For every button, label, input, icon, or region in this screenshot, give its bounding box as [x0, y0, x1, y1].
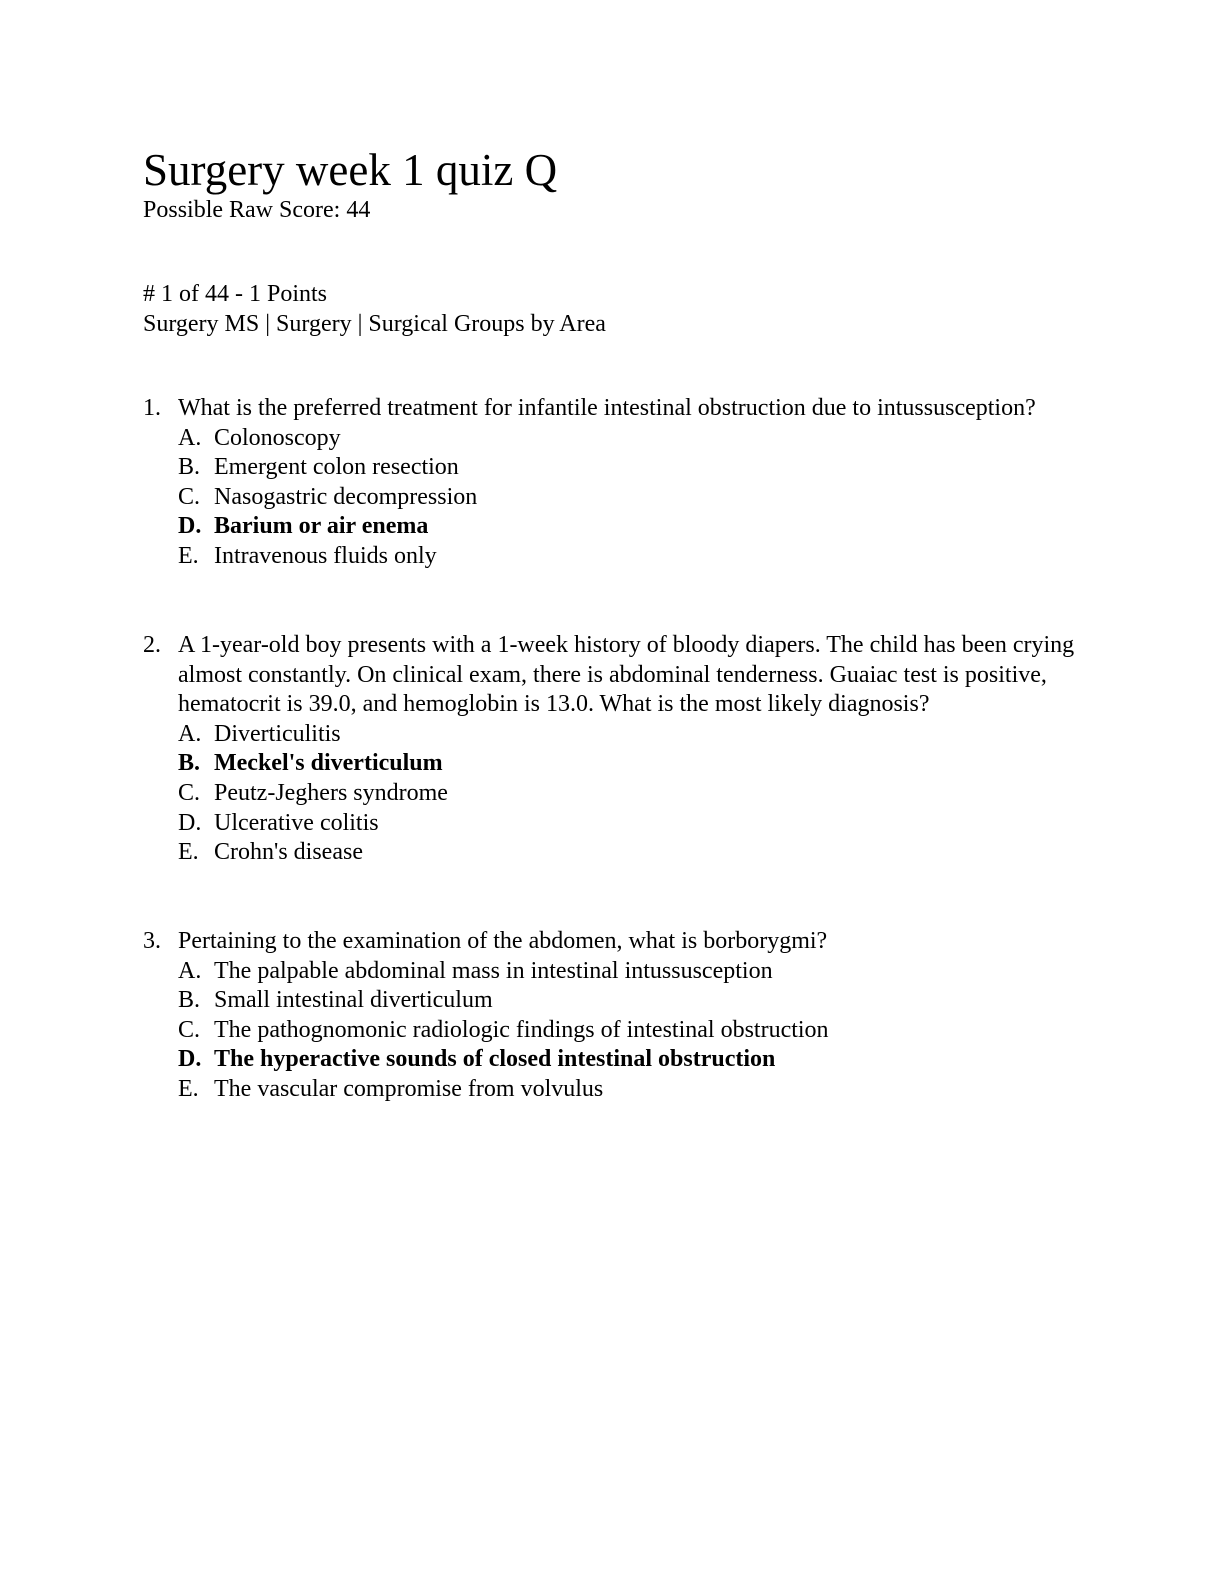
answer-options [143, 720, 1083, 868]
answer-option-c[interactable] [143, 483, 1083, 513]
option-text: Diverticulitis [214, 720, 341, 747]
option-text: Nasogastric decompression [214, 483, 478, 510]
question-number: 3. [143, 928, 161, 954]
answer-option-b[interactable] [143, 986, 1083, 1016]
option-text: The hyperactive sounds of closed intestinal obstruction [214, 1046, 776, 1073]
option-text: Ulcerative colitis [214, 809, 379, 836]
option-letter: D. [178, 1046, 202, 1073]
answer-option-a[interactable] [143, 424, 1083, 454]
answer-option-d-correct[interactable] [143, 1045, 1083, 1075]
option-letter: A. [178, 424, 202, 451]
option-letter: E. [178, 542, 199, 569]
page-title: Surgery week 1 quiz Q [143, 145, 558, 195]
answer-option-d[interactable] [143, 809, 1083, 839]
answer-option-e[interactable] [143, 542, 1083, 572]
option-text: Colonoscopy [214, 424, 341, 451]
option-text: The pathognomonic radiologic findings of intestinal obstruction [214, 1016, 829, 1043]
answer-option-c[interactable] [143, 1016, 1083, 1046]
option-letter: A. [178, 957, 202, 984]
option-letter: E. [178, 1075, 199, 1102]
option-letter: C. [178, 779, 201, 806]
option-text: Small intestinal diverticulum [214, 987, 493, 1014]
option-letter: B. [178, 750, 201, 777]
option-letter: B. [178, 987, 201, 1014]
question-meta: # 1 of 44 - 1 Points [143, 281, 328, 307]
answer-option-b-correct[interactable] [143, 749, 1083, 779]
option-text: Peutz-Jeghers syndrome [214, 779, 448, 806]
answer-option-e[interactable] [143, 1075, 1083, 1105]
option-letter: B. [178, 454, 201, 481]
question-number: 2. [143, 632, 161, 658]
question-text: Pertaining to the examination of the abdomen, what is borborygmi? [178, 928, 828, 954]
question-1 [143, 394, 1083, 572]
question-3 [143, 927, 1083, 1105]
raw-score-label: Possible Raw Score: 44 [143, 197, 371, 223]
question-text: A 1-year-old boy presents with a 1-week history of bloody diapers. The child has been crying almost constantly. On clinical exam, there is abdominal tenderness. Guaiac test is positive, hematocrit is 39.0, and hemoglobin is 13.0. What is the most likely diagnosis? [178, 632, 1075, 718]
question-2 [143, 631, 1083, 868]
answer-options [143, 957, 1083, 1105]
question-number: 1. [143, 395, 161, 421]
option-text: The vascular compromise from volvulus [214, 1075, 604, 1102]
option-text: Barium or air enema [214, 513, 429, 540]
option-text: Intravenous fluids only [214, 542, 437, 569]
option-letter: E. [178, 839, 199, 866]
option-letter: D. [178, 513, 202, 540]
option-letter: D. [178, 809, 202, 836]
option-text: Crohn's disease [214, 839, 363, 866]
answer-option-b[interactable] [143, 453, 1083, 483]
answer-options [143, 424, 1083, 572]
option-text: Meckel's diverticulum [214, 750, 443, 777]
option-text: Emergent colon resection [214, 454, 459, 481]
answer-option-d-correct[interactable] [143, 512, 1083, 542]
answer-option-e[interactable] [143, 838, 1083, 868]
option-letter: A. [178, 720, 202, 747]
answer-option-a[interactable] [143, 957, 1083, 987]
answer-option-a[interactable] [143, 720, 1083, 750]
question-category: Surgery MS | Surgery | Surgical Groups by Area [143, 311, 606, 337]
answer-option-c[interactable] [143, 779, 1083, 809]
option-text: The palpable abdominal mass in intestinal intussusception [214, 957, 773, 984]
question-text: What is the preferred treatment for infantile intestinal obstruction due to intussusception? [178, 395, 1036, 421]
option-letter: C. [178, 1016, 201, 1043]
option-letter: C. [178, 483, 201, 510]
